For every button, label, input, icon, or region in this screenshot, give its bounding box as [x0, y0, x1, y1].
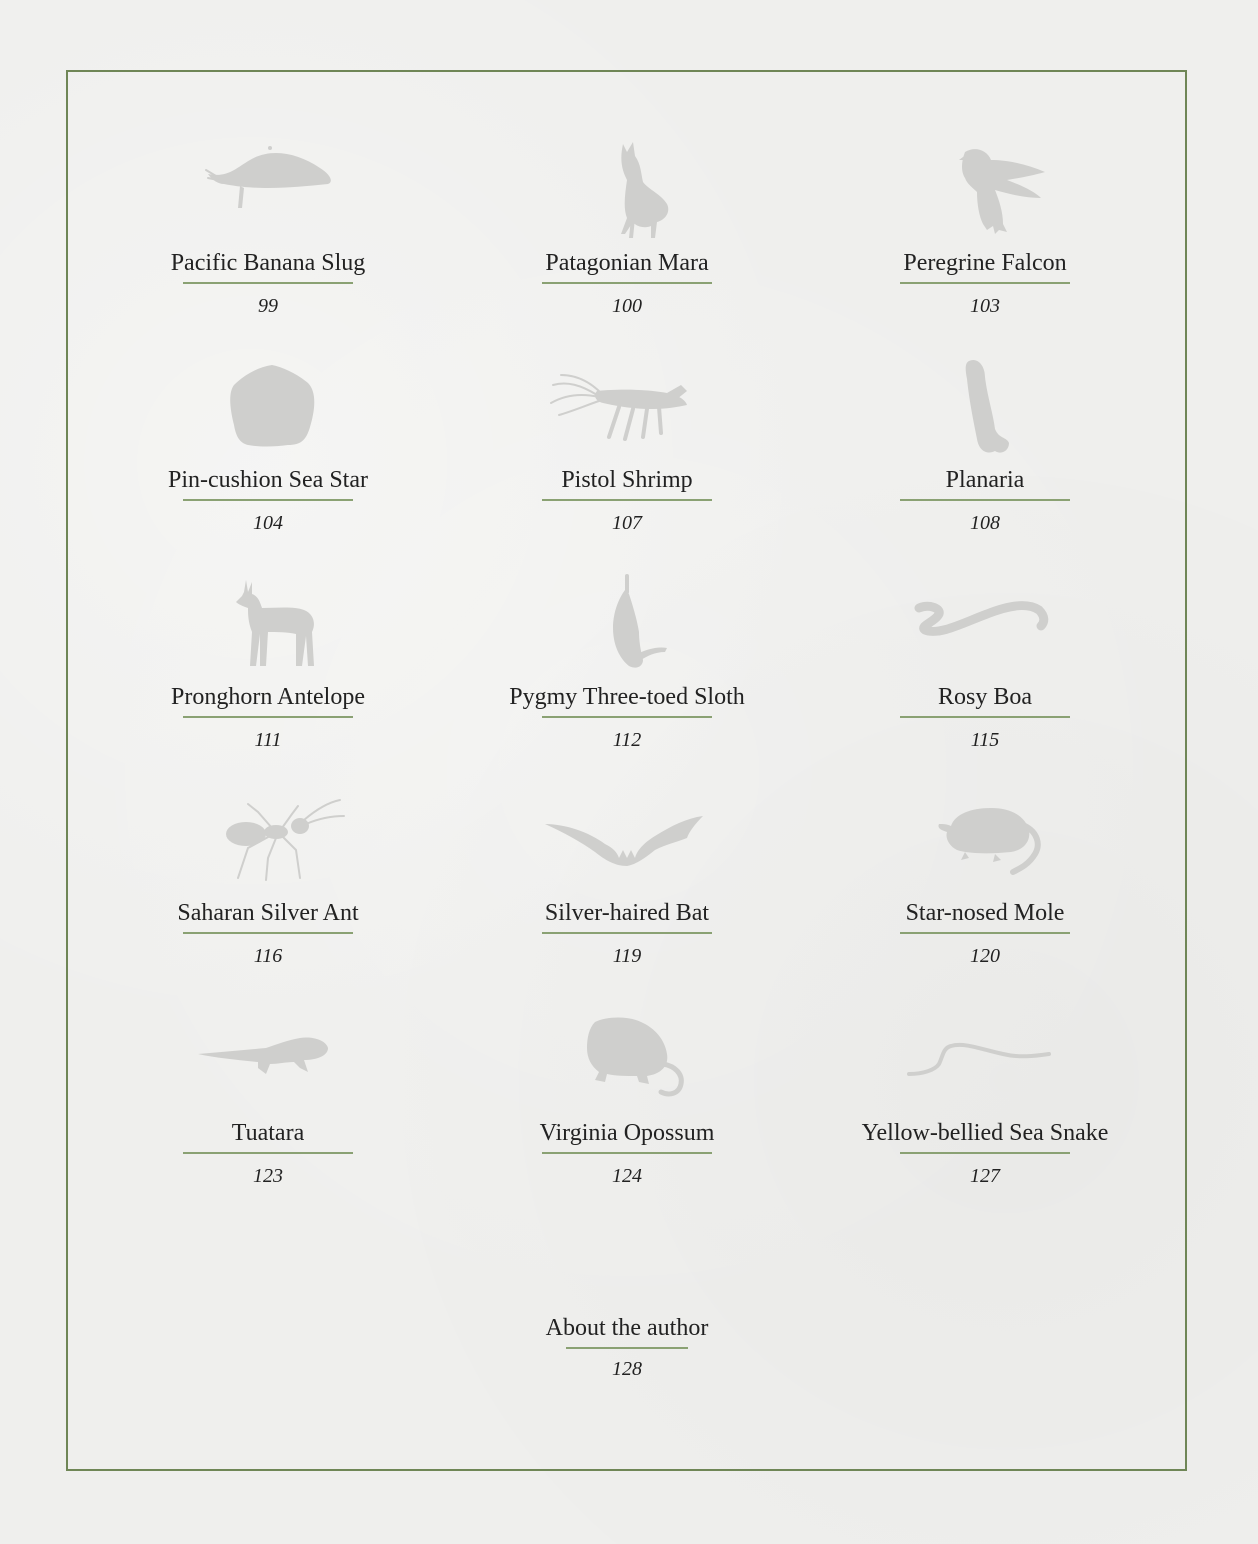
toc-entry [108, 788, 428, 970]
title-underline [900, 282, 1070, 284]
page-number: 120 [970, 945, 1000, 967]
antelope-icon [178, 572, 358, 682]
page-number: 112 [612, 729, 642, 751]
about-author-entry [467, 1313, 787, 1383]
toc-entry [825, 572, 1145, 754]
page-number: 128 [612, 1358, 642, 1380]
planaria-icon [895, 355, 1075, 465]
title-underline [542, 716, 712, 718]
page-number: 104 [253, 512, 283, 534]
toc-entry [108, 572, 428, 754]
tuatara-icon [178, 1008, 358, 1118]
page-number: 115 [970, 729, 1000, 751]
toc-entry [467, 355, 787, 537]
entry-title[interactable]: Yellow-bellied Sea Snake [861, 1120, 1109, 1146]
page-number: 103 [970, 295, 1000, 317]
entry-title[interactable]: Pistol Shrimp [561, 467, 693, 493]
mara-icon [537, 138, 717, 248]
entry-title[interactable]: Pygmy Three-toed Sloth [509, 684, 745, 710]
toc-entry [825, 1008, 1145, 1190]
title-underline [900, 716, 1070, 718]
page-number: 127 [970, 1165, 1000, 1187]
slug-icon [178, 138, 358, 248]
title-underline [183, 1152, 353, 1154]
sea-snake-icon [895, 1008, 1075, 1118]
sloth-icon [537, 572, 717, 682]
toc-entry [108, 138, 428, 320]
title-underline [542, 1152, 712, 1154]
page-number: 99 [258, 295, 278, 317]
shrimp-icon [537, 355, 717, 465]
toc-entry [825, 355, 1145, 537]
page-number: 119 [612, 945, 642, 967]
page-number: 111 [254, 729, 282, 751]
toc-entry [467, 1008, 787, 1190]
title-underline [183, 716, 353, 718]
toc-entry [825, 788, 1145, 970]
page-number: 107 [612, 512, 642, 534]
title-underline [542, 499, 712, 501]
entry-title[interactable]: Pacific Banana Slug [170, 250, 366, 276]
sea-star-icon [178, 355, 358, 465]
entry-title[interactable]: Patagonian Mara [545, 250, 709, 276]
toc-entry [108, 1008, 428, 1190]
bat-icon [537, 788, 717, 898]
title-underline [900, 499, 1070, 501]
entry-title[interactable]: Pin-cushion Sea Star [168, 467, 368, 493]
entry-title[interactable]: Pronghorn Antelope [171, 684, 365, 710]
page-number: 108 [970, 512, 1000, 534]
title-underline [542, 932, 712, 934]
title-underline [566, 1347, 688, 1349]
page-number: 124 [612, 1165, 642, 1187]
entry-title[interactable]: Rosy Boa [937, 684, 1032, 710]
title-underline [183, 282, 353, 284]
toc-entry [108, 355, 428, 537]
title-underline [183, 932, 353, 934]
title-underline [542, 282, 712, 284]
entry-title[interactable]: Tuatara [231, 1120, 305, 1146]
entry-title[interactable]: Star-nosed Mole [905, 900, 1065, 926]
page-number: 123 [253, 1165, 283, 1187]
page-number: 116 [253, 945, 283, 967]
toc-entry [467, 572, 787, 754]
title-underline [900, 1152, 1070, 1154]
entry-title[interactable]: Planaria [945, 467, 1025, 493]
entry-title[interactable]: Virginia Opossum [539, 1120, 715, 1146]
falcon-icon [895, 138, 1075, 248]
mole-icon [895, 788, 1075, 898]
toc-entry [825, 138, 1145, 320]
title-underline [183, 499, 353, 501]
entry-title[interactable]: Saharan Silver Ant [177, 900, 359, 926]
title-underline [900, 932, 1070, 934]
toc-entry [467, 138, 787, 320]
opossum-icon [537, 1008, 717, 1118]
boa-icon [895, 572, 1075, 682]
entry-title[interactable]: Silver-haired Bat [544, 900, 710, 926]
about-author-title[interactable]: About the author [545, 1315, 709, 1341]
ant-icon [178, 788, 358, 898]
page-number: 100 [612, 295, 642, 317]
entry-title[interactable]: Peregrine Falcon [903, 250, 1067, 276]
toc-entry [467, 788, 787, 970]
